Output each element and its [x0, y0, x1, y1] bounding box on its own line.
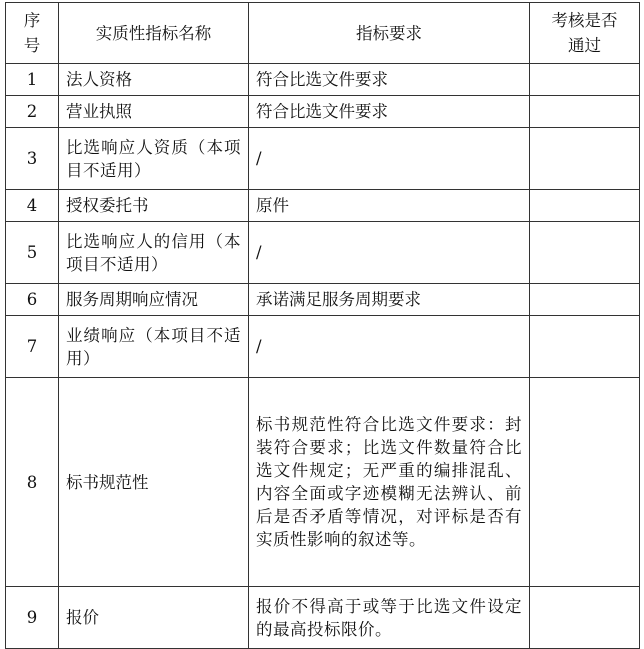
table-row: [6, 316, 640, 378]
row-num: 8: [6, 378, 59, 587]
table-header-row: [6, 3, 640, 64]
table-row: [6, 284, 640, 316]
row-num: 2: [6, 96, 59, 128]
row-check: [530, 378, 640, 587]
header-name-text: 实质性指标名称: [95, 23, 212, 43]
row-name: 授权委托书: [59, 190, 249, 222]
row-requirement: 承诺满足服务周期要求: [249, 284, 530, 316]
row-name: 营业执照: [59, 96, 249, 128]
row-name: 比选响应人资质（本项目不适用）: [59, 128, 249, 190]
row-check: [530, 190, 640, 222]
row-name: 标书规范性: [59, 378, 249, 587]
row-requirement: /: [249, 316, 530, 378]
row-check: [530, 96, 640, 128]
row-requirement: 原件: [249, 190, 530, 222]
table-row: [6, 128, 640, 190]
row-num: 7: [6, 316, 59, 378]
row-check: [530, 64, 640, 96]
table-row: [6, 96, 640, 128]
row-check: [530, 284, 640, 316]
row-check: [530, 316, 640, 378]
row-name: 服务周期响应情况: [59, 284, 249, 316]
qualification-table: [5, 2, 640, 649]
table-row: [6, 64, 640, 96]
table-row: [6, 222, 640, 284]
row-check: [530, 587, 640, 649]
row-name: 比选响应人的信用（本项目不适用）: [59, 222, 249, 284]
header-check-text: 考核是否 通过: [551, 11, 618, 55]
header-requirement: [249, 3, 530, 64]
row-num: 9: [6, 587, 59, 649]
row-requirement: 符合比选文件要求: [249, 64, 530, 96]
header-req-text: 指标要求: [356, 23, 422, 43]
row-requirement: /: [249, 222, 530, 284]
row-num: 1: [6, 64, 59, 96]
row-requirement: 符合比选文件要求: [249, 96, 530, 128]
header-check: [530, 3, 640, 64]
header-num: [6, 3, 59, 64]
row-check: [530, 222, 640, 284]
row-num: 6: [6, 284, 59, 316]
row-name: 业绩响应（本项目不适用）: [59, 316, 249, 378]
row-num: 3: [6, 128, 59, 190]
row-check: [530, 128, 640, 190]
header-name: [59, 3, 249, 64]
row-requirement: 标书规范性符合比选文件要求：封装符合要求；比选文件数量符合比选文件规定；无严重的编排混乱、内容全面或字迹模糊无法辨认、前后是否矛盾等情况，对评标是否有实质性影响的叙述等。: [249, 378, 530, 587]
header-num-text: 序 号: [23, 11, 41, 55]
row-num: 5: [6, 222, 59, 284]
table-row: [6, 190, 640, 222]
row-requirement: /: [249, 128, 530, 190]
table-row: [6, 378, 640, 587]
row-requirement: 报价不得高于或等于比选文件设定的最高投标限价。: [249, 587, 530, 649]
table-row: [6, 587, 640, 649]
row-name: 报价: [59, 587, 249, 649]
row-num: 4: [6, 190, 59, 222]
row-name: 法人资格: [59, 64, 249, 96]
